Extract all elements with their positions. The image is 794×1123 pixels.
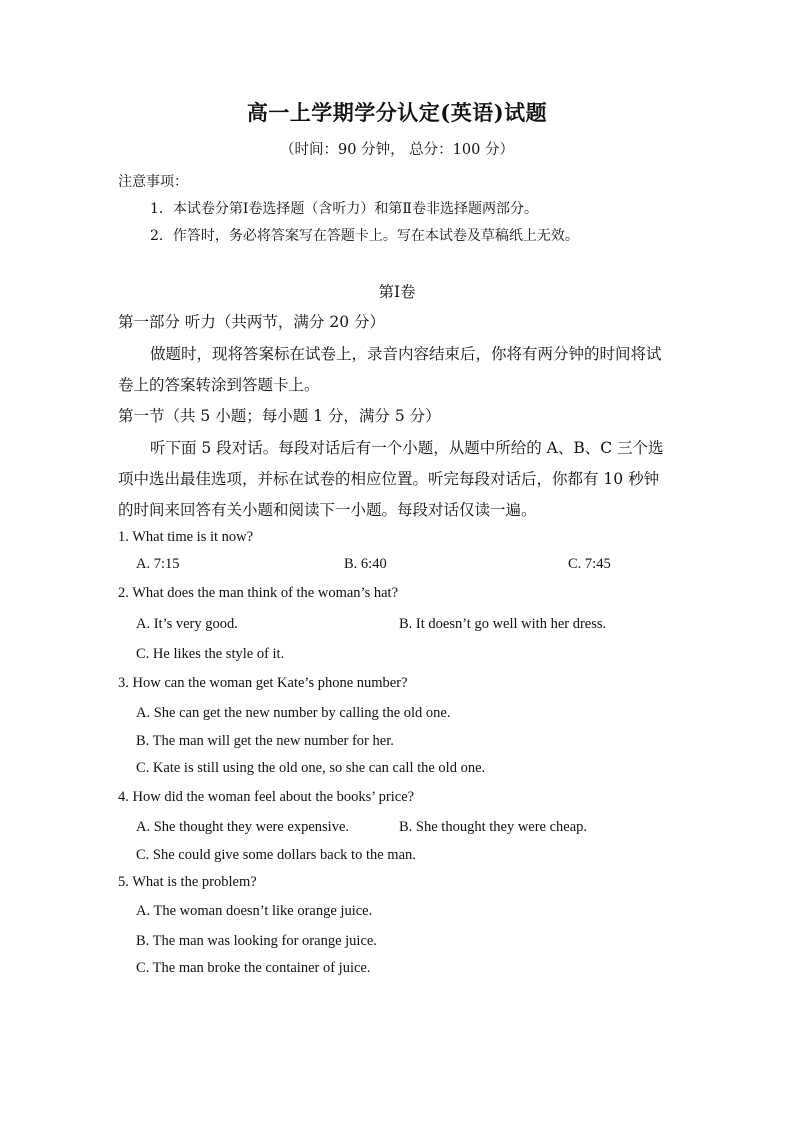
question-4-option-b: B. She thought they were cheap. — [399, 819, 588, 835]
question-4: 4. How did the woman feel about the books’ price? — [118, 789, 415, 805]
question-3-option-b: B. The man will get the new number for her. — [136, 733, 394, 749]
section1-instruction-line: 的时间来回答有关小题和阅读下一小题。每段对话仅读一遍。 — [118, 501, 537, 519]
question-5: 5. What is the problem? — [118, 874, 257, 890]
exam-title: 高一上学期学分认定(英语)试题 — [246, 100, 548, 125]
question-1: 1. What time is it now? — [118, 529, 254, 545]
question-2-option-a: A. It’s very good. — [136, 616, 238, 632]
note-item: 2．作答时，务必将答案写在答题卡上。写在本试卷及草稿纸上无效。 — [150, 228, 579, 244]
question-2: 2. What does the man think of the woman’s hat? — [118, 585, 399, 601]
question-1-option-b: B. 6:40 — [344, 556, 387, 572]
part1-instruction-line: 做题时，现将答案标在试卷上，录音内容结束后，你将有两分钟的时间将试 — [150, 345, 662, 363]
question-1-option-c: C. 7:45 — [568, 556, 611, 572]
part1-instruction-line: 卷上的答案转涂到答题卡上。 — [118, 376, 320, 394]
section1-instruction-line: 听下面 5 段对话。每段对话后有一个小题，从题中所给的 A、B、C 三个选 — [150, 439, 664, 457]
volume-title: 第Ⅰ卷 — [378, 283, 416, 301]
notes-label: 注意事项： — [118, 174, 188, 190]
question-3-option-a: A. She can get the new number by calling the old one. — [136, 705, 451, 721]
question-2-option-b: B. It doesn’t go well with her dress. — [399, 616, 607, 632]
question-1-option-a: A. 7:15 — [136, 556, 180, 572]
question-5-option-a: A. The woman doesn’t like orange juice. — [136, 903, 373, 919]
question-3: 3. How can the woman get Kate’s phone number? — [118, 675, 408, 691]
exam-time-and-score: （时间：90 分钟， 总分：100 分） — [280, 142, 514, 158]
section1-instruction-line: 项中选出最佳选项，并标在试卷的相应位置。听完每段对话后，你都有 10 秒钟 — [118, 470, 660, 488]
section1-title: 第一节（共 5 小题；每小题 1 分，满分 5 分） — [118, 407, 441, 425]
question-2-option-c: C. He likes the style of it. — [136, 646, 285, 662]
question-4-option-a: A. She thought they were expensive. — [136, 819, 350, 835]
part1-title: 第一部分 听力（共两节，满分 20 分） — [118, 313, 386, 331]
note-item: 1．本试卷分第Ⅰ卷选择题（含听力）和第Ⅱ卷非选择题两部分。 — [150, 201, 538, 217]
question-4-option-c: C. She could give some dollars back to the man. — [136, 847, 416, 863]
question-5-option-b: B. The man was looking for orange juice. — [136, 933, 377, 949]
question-3-option-c: C. Kate is still using the old one, so she can call the old one. — [136, 760, 486, 776]
question-5-option-c: C. The man broke the container of juice. — [136, 960, 371, 976]
